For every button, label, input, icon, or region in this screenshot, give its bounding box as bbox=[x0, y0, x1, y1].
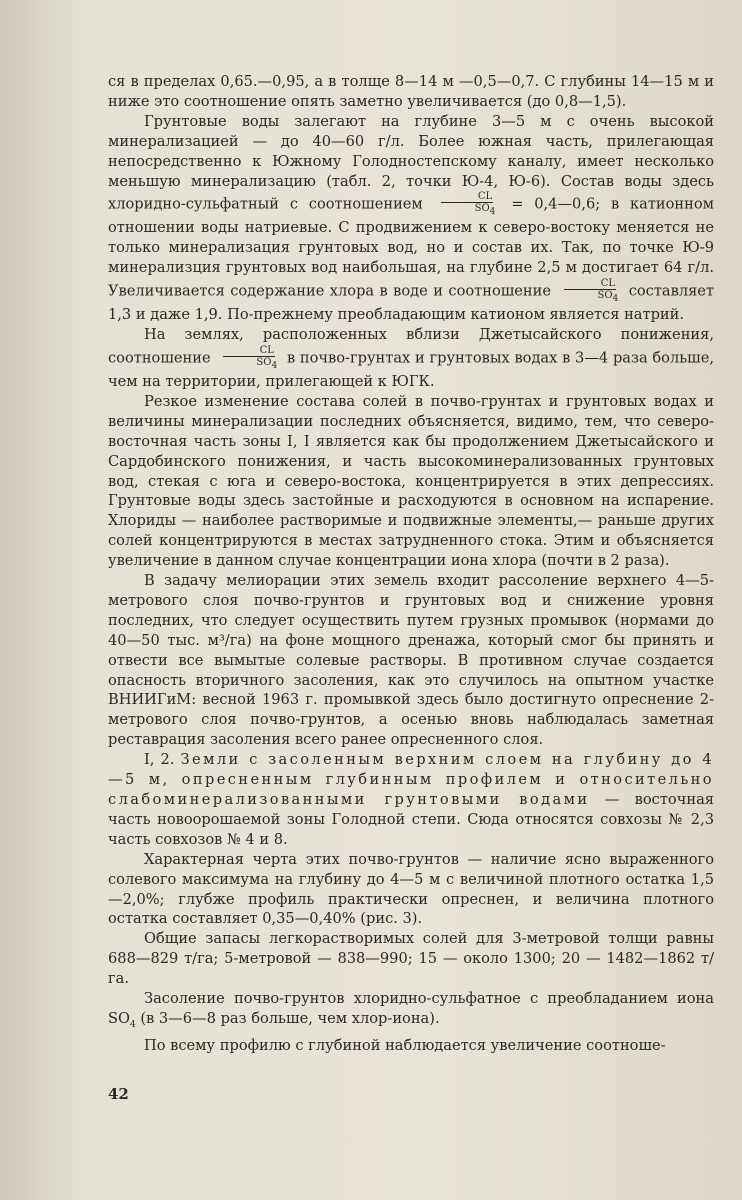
paragraph bbox=[108, 571, 714, 750]
cl-so4-fraction bbox=[219, 345, 278, 372]
fraction-denominator-base: SO bbox=[474, 203, 490, 215]
fraction-denominator bbox=[560, 290, 619, 305]
fraction-denominator bbox=[438, 203, 497, 218]
fraction-subscript: 4 bbox=[489, 207, 496, 218]
fraction-subscript: 4 bbox=[271, 360, 278, 371]
paragraph-text: в почво-грунтах и грунтовых водах в 3—4 раза больше, чем на территории, прилегающей к ЮГК. bbox=[108, 349, 715, 390]
paragraph-text: Грунтовые воды залегают на глубине 3—5 м с очень высокой минерализацией — до 40—60 г/л. Более южная часть, прилегающая непосредственно к Южному Голодностепскому каналу, имеет несколько меньшую минерализацию (табл. 2, точки Ю-4, Ю-6). Состав воды здесь хлоридно-сульфатный с соотношением bbox=[108, 112, 714, 213]
paragraph-text: ся в пределах 0,65.—0,95, а в толще 8—14 м —0,5—0,7. С глубины 14—15 м и ниже это соотношение опять заметно увеличивается (до 0,8—1,5). bbox=[108, 73, 714, 110]
fraction-numerator: CL bbox=[441, 191, 493, 203]
paragraph-text: — восточная часть новоорошаемой зоны Голодной степи. Сюда относятся совхозы № 2,3 часть совхозов № 4 и 8. bbox=[108, 791, 714, 848]
cl-so4-fraction bbox=[438, 191, 497, 218]
paragraph bbox=[108, 112, 714, 325]
page-number: 42 bbox=[108, 1085, 129, 1103]
fraction-denominator-base: SO bbox=[256, 356, 272, 368]
paragraph-text: В задачу мелиорации этих земель входит рассоление верхнего 4—5-метрового слоя почво-грунтов и грунтовых вод и снижение уровня последних, что следует осуществить путем грузных промывок (нормами до 40—50 тыс. м³/га) на фоне мощного дренажа, который смог бы принять и отвести все вымытые солевые растворы. В противном случае создается опасность вторичного засоления, как это случилось на опытном участке ВНИИГиМ: весной 1963 г. промывкой здесь было достигнуто опреснение 2-метрового слоя почво-грунтов, а осенью вновь наблюдалась заметная реставрация засоления всего ранее опресненного слоя. bbox=[108, 572, 714, 749]
paragraph bbox=[108, 850, 714, 930]
paragraph-text: (в 3—6—8 раз больше, чем хлор-иона). bbox=[140, 1009, 440, 1027]
fraction-numerator: CL bbox=[564, 278, 616, 290]
paragraph bbox=[108, 1036, 714, 1056]
paragraph bbox=[108, 989, 714, 1036]
paragraph-text: Засоление почво-грунтов хлоридно-сульфатное с преобладанием иона SO bbox=[108, 990, 714, 1027]
section-number: I, 2. bbox=[144, 751, 175, 769]
cl-so4-fraction bbox=[560, 278, 619, 305]
fraction-numerator: CL bbox=[223, 345, 275, 357]
fraction-denominator-base: SO bbox=[597, 290, 613, 302]
paragraph bbox=[108, 325, 714, 392]
paragraph-text: На землях, расположенных вблизи Джетысайского понижения, соотношение bbox=[108, 326, 714, 367]
paragraph-text: Характерная черта этих почво-грунтов — наличие ясно выраженного солевого максимума на глубину до 4—5 м с величиной плотного остатка 1,5—2,0%; глубже профиль практически опреснен, и величина плотного остатка составляет 0,35—0,40% (рис. 3). bbox=[108, 850, 714, 928]
subscript: 4 bbox=[129, 1019, 136, 1030]
body-text bbox=[108, 72, 714, 1056]
paragraph-text: По всему профилю с глубиной наблюдается увеличение соотноше- bbox=[144, 1036, 666, 1054]
paragraph bbox=[108, 392, 714, 571]
paragraph-text: = 0,4—0,6; в катионном отношении воды натриевые. С продвижением к северо-востоку меняется не только минерализация грунтовых вод, но и состав их. Так, по точке Ю-9 минерализция грунтовых вод наибольшая, на глубине 2,5 м достигает 64 г/л. Увеличивается содержание хлора в воде и соотношение bbox=[108, 195, 715, 300]
paragraph bbox=[108, 750, 714, 850]
paragraph-text: Резкое изменение состава солей в почво-грунтах и грунтовых водах и величины минерализации последних объясняется, видимо, тем, что северо-восточная часть зоны I, I является как бы продолжением Джетысайского и Сардобинского понижения, и часть высокоминерализованных грунтовых вод, стекая с юга и северо-востока, концентрируется в этих депрессиях. Грунтовые воды здесь застойные и расходуются в основном на испарение. Хлориды — наиболее растворимые и подвижные элементы,— раньше других солей концентрируются в местах затрудненного стока. Этим и объясняется увеличение в данном случае концентрации иона хлора (почти в 2 раза). bbox=[108, 392, 714, 570]
fraction-denominator bbox=[219, 357, 278, 372]
fraction-subscript: 4 bbox=[612, 294, 619, 305]
paragraph-text: составляет 1,3 и даже 1,9. По-прежнему преобладающим катионом является натрий. bbox=[108, 282, 715, 324]
paragraph bbox=[108, 929, 714, 989]
paragraph bbox=[108, 72, 714, 112]
paragraph-text: Общие запасы легкорастворимых солей для 3-метровой толщи равны 688—829 т/га; 5-метровой — 838—990; 15 — около 1300; 20 — 1482—1862 т/га. bbox=[108, 930, 714, 988]
section-heading: Земли с засоленным верхним слоем на глубину до 4—5 м, опресненным глубинным профилем и относительно слабоминерализованными грунтовыми водами bbox=[108, 751, 715, 808]
